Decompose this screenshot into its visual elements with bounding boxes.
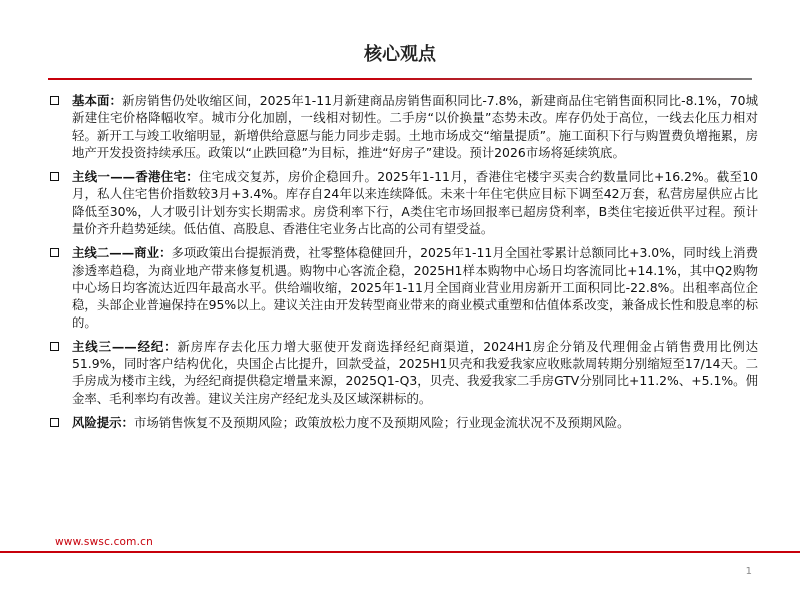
item-heading: 基本面： bbox=[72, 93, 123, 108]
list-item-fundamentals bbox=[50, 92, 758, 161]
page-title: 核心观点 bbox=[364, 44, 436, 65]
square-bullet-icon bbox=[50, 96, 59, 105]
item-body: 住宅成交复苏，房价企稳回升。2025年1-11月，香港住宅楼宇买卖合约数量同比+16.2%。截至10月，私人住宅售价指数较3月+3.4%。库存自24年以来连续降低。未来十年住宅供应目标下调至42万套，私营房屋供应占比降低至30%，人才吸引计划夯实长期需求。房贷利率下行，A类住宅市场回报率已超房贷利率，B类住宅接近供平过程。预计量价齐升趋势延续。低估值、高股息、香港住宅业务占比高的公司有望受益。 bbox=[72, 169, 758, 237]
item-body: 新房销售仍处收缩区间，2025年1-11月新建商品房销售面积同比-7.8%，新建商品住宅销售面积同比-8.1%，70城新建住宅价格降幅收窄。城市分化加剧，一线相对韧性。二手房“以价换量”态势未改。库存仍处于高位，一线去化压力相对轻。新开工与竣工收缩明显，新增供给意愿与能力同步走弱。土地市场成交“缩量提质”。施工面积下行与购置费负增拖累，房地产开发投资持续承压。政策以“止跌回稳”为目标，推进“好房子”建设。预计2026市场将延续筑底。 bbox=[72, 93, 758, 160]
square-bullet-icon bbox=[50, 248, 59, 257]
square-bullet-icon bbox=[50, 172, 59, 181]
item-body: 新房库存去化压力增大驱使开发商选择经纪商渠道，2024H1房企分销及代理佣金占销售费用比例达51.9%，同时客户结构优化，央国企占比提升，回款受益，2025H1贝壳和我爱我家应收账款周转期分别缩短至17/14天。二手房成为楼市主线，为经纪商提供稳定增量来源，2025Q1-Q3，贝壳、我爱我家二手房GTV分别同比+11.2%、+5.1%。佣金率、毛利率均有改善。建议关注房产经纪龙头及区域深耕标的。 bbox=[72, 338, 759, 406]
square-bullet-icon bbox=[50, 342, 59, 351]
key-points-list bbox=[50, 92, 758, 438]
item-heading: 主线一——香港住宅： bbox=[72, 169, 199, 185]
title-rule bbox=[48, 78, 752, 80]
footer-rule bbox=[0, 551, 800, 553]
item-heading: 风险提示： bbox=[72, 415, 134, 431]
website-link[interactable]: www.swsc.com.cn bbox=[55, 536, 153, 548]
item-body: 多项政策出台提振消费，社零整体稳健回升，2025年1-11月全国社零累计总额同比+3.0%，同时线上消费渗透率趋稳，为商业地产带来修复机遇。购物中心客流企稳，2025H1样本购物中心场日均客流同比+14.1%，其中Q2购物中心场日均客流达近四年最高水平。供给端收缩，2025年1-11月全国商业营业用房新开工面积同比-22.8%。出租率高位企稳，头部企业普遍保持在95%以上。建议关注由开发转型商业带来的商业模式重塑和估值体系改变，兼备成长性和股息率的标的。 bbox=[72, 245, 759, 330]
list-item-commercial bbox=[50, 244, 758, 330]
item-body: 市场销售恢复不及预期风险；政策放松力度不及预期风险；行业现金流状况不及预期风险。 bbox=[133, 415, 630, 431]
list-item-brokerage bbox=[50, 338, 758, 407]
list-item-risk bbox=[50, 414, 758, 431]
page-number: 1 bbox=[745, 566, 752, 577]
square-bullet-icon bbox=[50, 418, 59, 427]
item-heading: 主线二——商业： bbox=[72, 245, 172, 261]
item-heading: 主线三——经纪： bbox=[72, 338, 178, 354]
list-item-hk-residential bbox=[50, 168, 758, 237]
